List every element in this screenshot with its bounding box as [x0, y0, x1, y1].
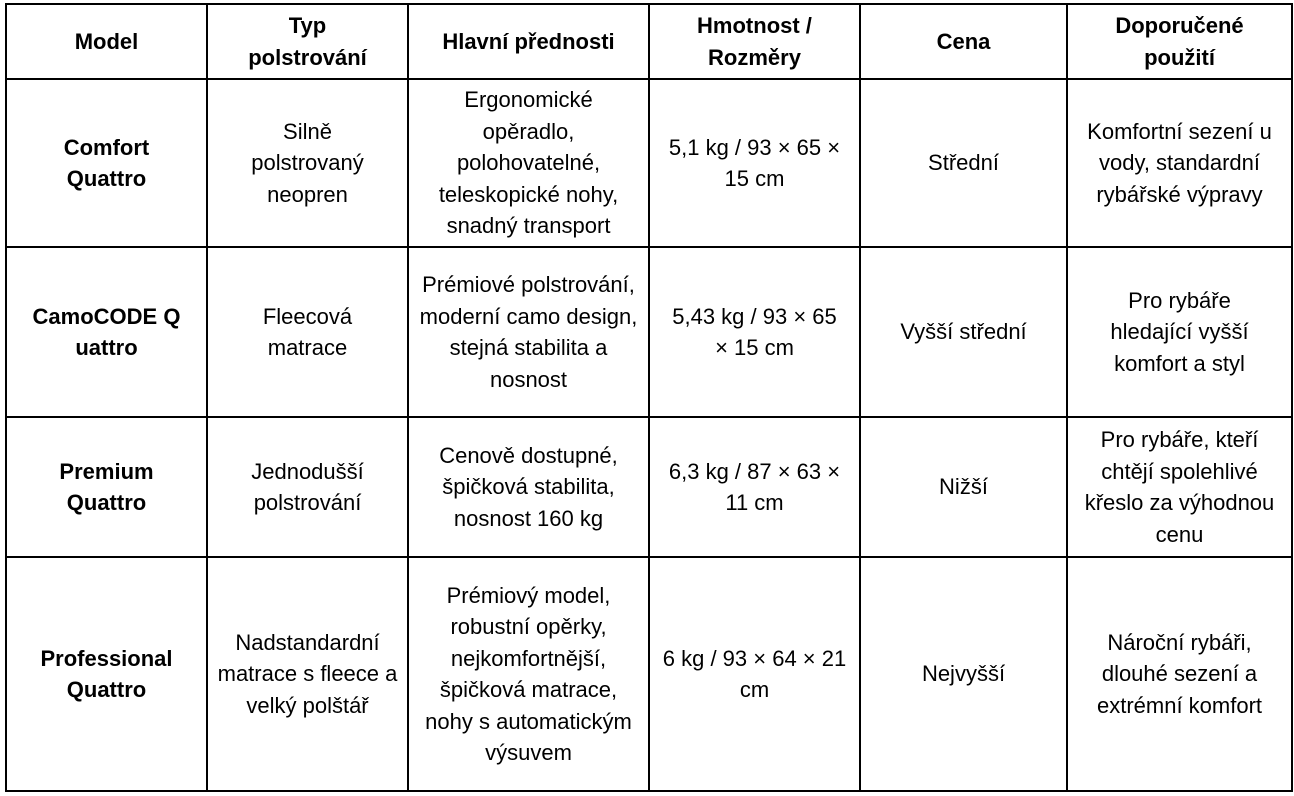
header-padding-type: Typ polstrování: [207, 4, 408, 79]
header-model: Model: [6, 4, 207, 79]
cell-model: Premium Quattro: [6, 417, 207, 557]
cell-use: Pro rybáře, kteří chtějí spolehlivé křeslo za výhodnou cenu: [1067, 417, 1292, 557]
cell-padding: Silně polstrovaný neopren: [207, 79, 408, 247]
cell-price: Střední: [860, 79, 1067, 247]
cell-use: Nároční rybáři, dlouhé sezení a extrémní komfort: [1067, 557, 1292, 791]
cell-use: Komfortní sezení u vody, standardní rybářské výpravy: [1067, 79, 1292, 247]
cell-weight-dimensions: 5,43 kg / 93 × 65 × 15 cm: [649, 247, 860, 417]
cell-features: Prémiové polstrování, moderní camo design, stejná stabilita a nosnost: [408, 247, 649, 417]
header-row: [6, 4, 1292, 79]
header-recommended-use: Doporučené použití: [1067, 4, 1292, 79]
header-main-features: Hlavní přednosti: [408, 4, 649, 79]
cell-weight-dimensions: 6 kg / 93 × 64 × 21 cm: [649, 557, 860, 791]
cell-features: Ergonomické opěradlo, polohovatelné, teleskopické nohy, snadný transport: [408, 79, 649, 247]
cell-model: Comfort Quattro: [6, 79, 207, 247]
cell-features: Prémiový model, robustní opěrky, nejkomfortnější, špičková matrace, nohy s automatickým výsuvem: [408, 557, 649, 791]
comparison-table: [5, 3, 1293, 792]
header-price: Cena: [860, 4, 1067, 79]
cell-use: Pro rybáře hledající vyšší komfort a styl: [1067, 247, 1292, 417]
cell-padding: Jednodušší polstrování: [207, 417, 408, 557]
cell-price: Nejvyšší: [860, 557, 1067, 791]
cell-model: Professional Quattro: [6, 557, 207, 791]
header-weight-dimensions: Hmotnost / Rozměry: [649, 4, 860, 79]
table-row: [6, 79, 1292, 247]
cell-features: Cenově dostupné, špičková stabilita, nosnost 160 kg: [408, 417, 649, 557]
table-row: [6, 247, 1292, 417]
cell-price: Vyšší střední: [860, 247, 1067, 417]
cell-padding: Fleecová matrace: [207, 247, 408, 417]
table-row: [6, 417, 1292, 557]
table-row: [6, 557, 1292, 791]
cell-price: Nižší: [860, 417, 1067, 557]
cell-model: CamoCODE Quattro: [6, 247, 207, 417]
cell-padding: Nadstandardní matrace s fleece a velký polštář: [207, 557, 408, 791]
cell-weight-dimensions: 6,3 kg / 87 × 63 × 11 cm: [649, 417, 860, 557]
cell-weight-dimensions: 5,1 kg / 93 × 65 × 15 cm: [649, 79, 860, 247]
